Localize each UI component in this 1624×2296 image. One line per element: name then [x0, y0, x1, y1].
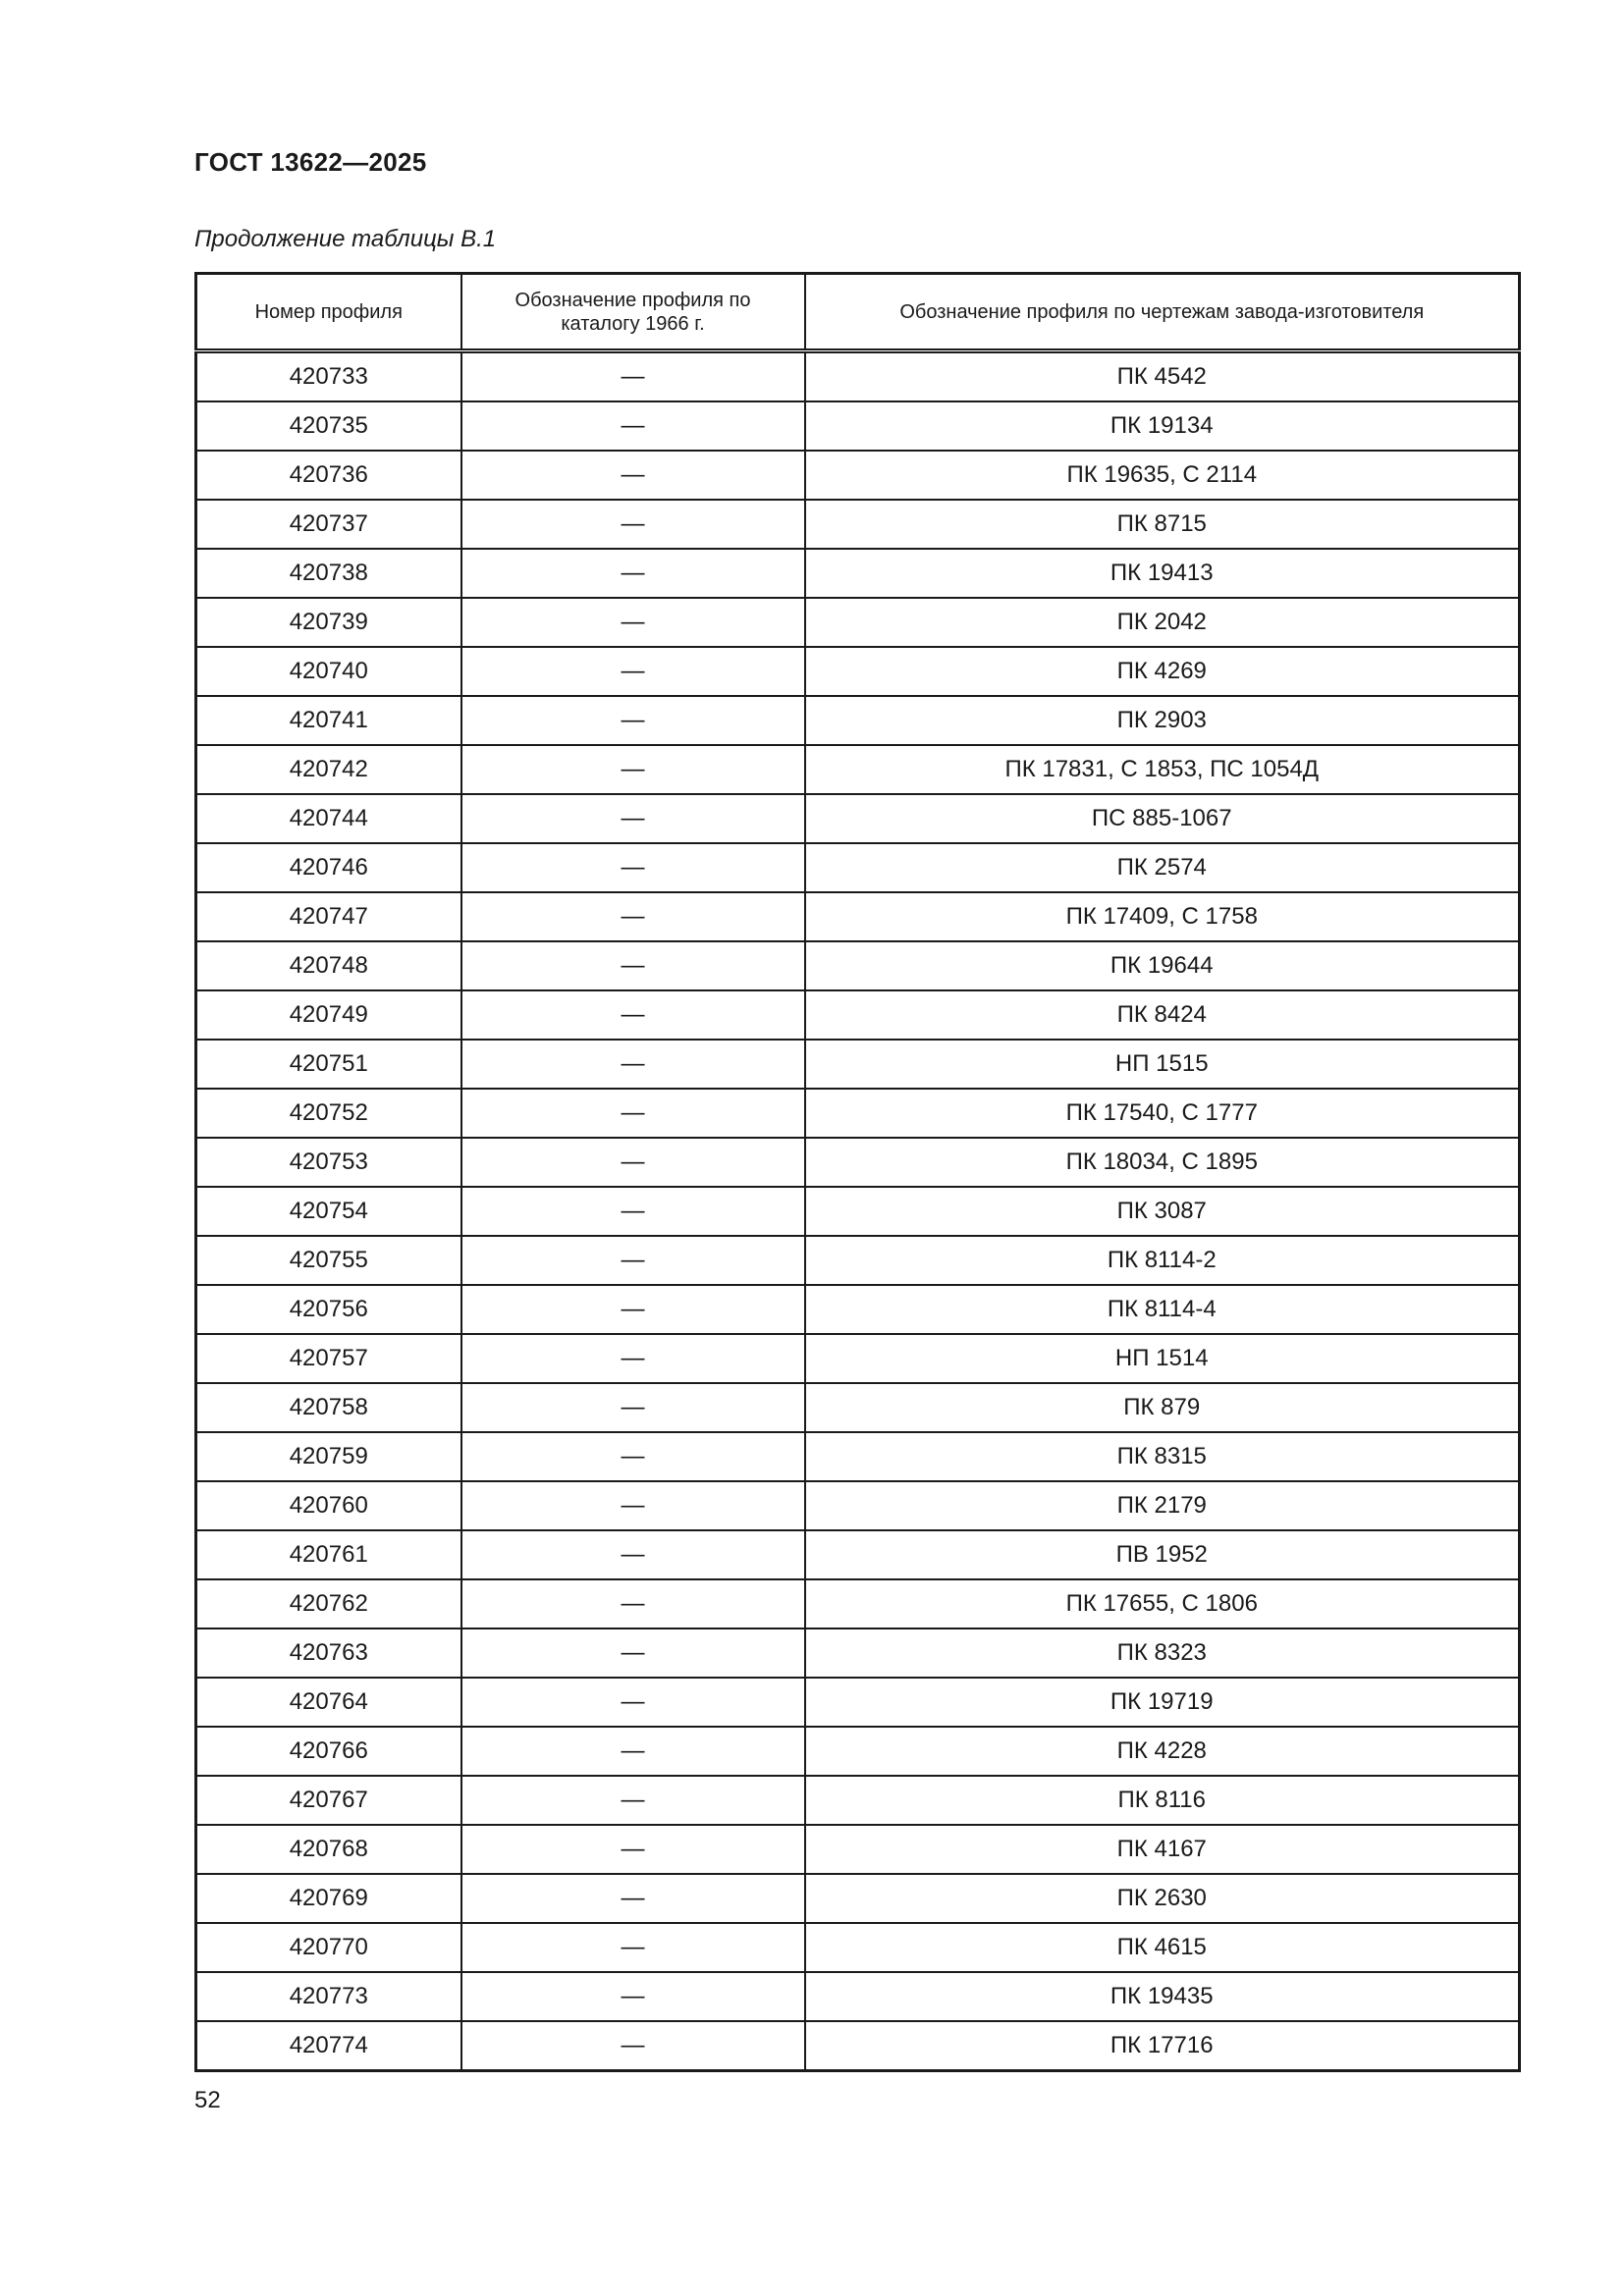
catalog-1966-cell: — — [461, 941, 805, 990]
table-row — [196, 1874, 1520, 1923]
factory-drawing-cell: ПК 3087 — [805, 1187, 1520, 1236]
catalog-1966-cell: — — [461, 1089, 805, 1138]
profile-number-cell: 420756 — [196, 1285, 461, 1334]
profile-number-cell: 420774 — [196, 2021, 461, 2071]
profile-number-cell: 420747 — [196, 892, 461, 941]
profile-number-cell: 420739 — [196, 598, 461, 647]
table-row — [196, 1678, 1520, 1727]
table-row — [196, 1138, 1520, 1187]
profile-number-cell: 420738 — [196, 549, 461, 598]
factory-drawing-cell: ПК 8114-2 — [805, 1236, 1520, 1285]
table-row — [196, 1432, 1520, 1481]
table-row — [196, 1530, 1520, 1579]
table-row — [196, 1629, 1520, 1678]
catalog-1966-cell: — — [461, 1383, 805, 1432]
factory-drawing-cell: ПК 17655, С 1806 — [805, 1579, 1520, 1629]
catalog-1966-cell: — — [461, 549, 805, 598]
factory-drawing-cell: ПК 2903 — [805, 696, 1520, 745]
catalog-1966-cell: — — [461, 1040, 805, 1089]
profile-number-cell: 420733 — [196, 351, 461, 402]
factory-drawing-cell: ПК 19435 — [805, 1972, 1520, 2021]
table-row — [196, 1285, 1520, 1334]
table-row — [196, 1727, 1520, 1776]
catalog-1966-cell: — — [461, 451, 805, 500]
profiles-table — [194, 272, 1521, 2072]
profile-number-cell: 420742 — [196, 745, 461, 794]
profiles-table-container — [194, 272, 1518, 2072]
catalog-1966-cell: — — [461, 1776, 805, 1825]
profile-number-cell: 420767 — [196, 1776, 461, 1825]
table-row — [196, 1825, 1520, 1874]
profile-number-cell: 420773 — [196, 1972, 461, 2021]
catalog-1966-cell: — — [461, 1138, 805, 1187]
factory-drawing-cell: ПК 17831, С 1853, ПС 1054Д — [805, 745, 1520, 794]
factory-drawing-cell: ПК 8424 — [805, 990, 1520, 1040]
table-row — [196, 794, 1520, 843]
profile-number-cell: 420751 — [196, 1040, 461, 1089]
table-row — [196, 892, 1520, 941]
factory-drawing-cell: НП 1514 — [805, 1334, 1520, 1383]
table-row — [196, 1089, 1520, 1138]
catalog-1966-cell: — — [461, 351, 805, 402]
factory-drawing-cell: ПК 17540, С 1777 — [805, 1089, 1520, 1138]
catalog-1966-cell: — — [461, 598, 805, 647]
catalog-1966-cell: — — [461, 1727, 805, 1776]
table-row — [196, 1236, 1520, 1285]
table-row — [196, 401, 1520, 451]
factory-drawing-cell: ПК 4615 — [805, 1923, 1520, 1972]
catalog-1966-cell: — — [461, 843, 805, 892]
catalog-1966-cell: — — [461, 1825, 805, 1874]
catalog-1966-cell: — — [461, 1187, 805, 1236]
profile-number-cell: 420757 — [196, 1334, 461, 1383]
factory-drawing-cell: ПК 19134 — [805, 401, 1520, 451]
catalog-1966-cell: — — [461, 892, 805, 941]
factory-drawing-cell: ПК 4167 — [805, 1825, 1520, 1874]
factory-drawing-cell: ПК 18034, С 1895 — [805, 1138, 1520, 1187]
table-row — [196, 549, 1520, 598]
profile-number-cell: 420766 — [196, 1727, 461, 1776]
profile-number-cell: 420748 — [196, 941, 461, 990]
factory-drawing-cell: ПК 19635, С 2114 — [805, 451, 1520, 500]
catalog-1966-cell: — — [461, 1629, 805, 1678]
table-row — [196, 843, 1520, 892]
table-row — [196, 647, 1520, 696]
catalog-1966-cell: — — [461, 1481, 805, 1530]
factory-drawing-cell: ПК 8715 — [805, 500, 1520, 549]
catalog-1966-cell: — — [461, 500, 805, 549]
factory-drawing-cell: ПК 8323 — [805, 1629, 1520, 1678]
profile-number-cell: 420763 — [196, 1629, 461, 1678]
profile-number-cell: 420758 — [196, 1383, 461, 1432]
table-row — [196, 451, 1520, 500]
table-row — [196, 941, 1520, 990]
catalog-1966-cell: — — [461, 1432, 805, 1481]
table-row — [196, 1923, 1520, 1972]
table-row — [196, 1481, 1520, 1530]
profile-number-cell: 420736 — [196, 451, 461, 500]
table-row — [196, 990, 1520, 1040]
factory-drawing-cell: ПК 19719 — [805, 1678, 1520, 1727]
table-row — [196, 598, 1520, 647]
catalog-1966-cell: — — [461, 2021, 805, 2071]
factory-drawing-cell: ПК 2630 — [805, 1874, 1520, 1923]
factory-drawing-cell: ПС 885-1067 — [805, 794, 1520, 843]
profile-number-cell: 420761 — [196, 1530, 461, 1579]
catalog-1966-cell: — — [461, 1285, 805, 1334]
factory-drawing-cell: ПК 879 — [805, 1383, 1520, 1432]
factory-drawing-cell: ПК 2574 — [805, 843, 1520, 892]
catalog-1966-cell: — — [461, 696, 805, 745]
table-row — [196, 745, 1520, 794]
profile-number-cell: 420744 — [196, 794, 461, 843]
catalog-1966-cell: — — [461, 647, 805, 696]
catalog-1966-cell: — — [461, 1236, 805, 1285]
profile-number-cell: 420770 — [196, 1923, 461, 1972]
document-header: ГОСТ 13622—2025 — [194, 147, 427, 177]
catalog-1966-cell: — — [461, 1334, 805, 1383]
factory-drawing-cell: ПК 4269 — [805, 647, 1520, 696]
table-row — [196, 2021, 1520, 2071]
catalog-1966-cell: — — [461, 990, 805, 1040]
profile-number-cell: 420764 — [196, 1678, 461, 1727]
catalog-1966-cell: — — [461, 1579, 805, 1629]
profile-number-cell: 420753 — [196, 1138, 461, 1187]
catalog-1966-cell: — — [461, 1530, 805, 1579]
factory-drawing-cell: ПК 2042 — [805, 598, 1520, 647]
table-row — [196, 500, 1520, 549]
table-row — [196, 351, 1520, 402]
factory-drawing-cell: НП 1515 — [805, 1040, 1520, 1089]
factory-drawing-cell: ПК 8315 — [805, 1432, 1520, 1481]
profile-number-cell: 420755 — [196, 1236, 461, 1285]
table-header-row — [196, 274, 1520, 351]
catalog-1966-cell: — — [461, 794, 805, 843]
catalog-1966-cell: — — [461, 1874, 805, 1923]
catalog-1966-cell: — — [461, 1972, 805, 2021]
profile-number-cell: 420768 — [196, 1825, 461, 1874]
catalog-1966-cell: — — [461, 1923, 805, 1972]
table-row — [196, 1040, 1520, 1089]
profile-number-cell: 420737 — [196, 500, 461, 549]
table-row — [196, 1579, 1520, 1629]
profile-number-cell: 420752 — [196, 1089, 461, 1138]
profile-number-cell: 420740 — [196, 647, 461, 696]
table-row — [196, 1972, 1520, 2021]
factory-drawing-cell: ПК 17716 — [805, 2021, 1520, 2071]
column-header-catalog-1966: Обозначение профиля по каталогу 1966 г. — [461, 274, 805, 351]
table-row — [196, 1776, 1520, 1825]
column-header-factory-drawing: Обозначение профиля по чертежам завода-изготовителя — [805, 274, 1520, 351]
profile-number-cell: 420759 — [196, 1432, 461, 1481]
table-row — [196, 1383, 1520, 1432]
profile-number-cell: 420754 — [196, 1187, 461, 1236]
factory-drawing-cell: ПК 4542 — [805, 351, 1520, 402]
factory-drawing-cell: ПК 8116 — [805, 1776, 1520, 1825]
factory-drawing-cell: ПК 8114-4 — [805, 1285, 1520, 1334]
table-caption: Продолжение таблицы В.1 — [194, 226, 497, 252]
profile-number-cell: 420760 — [196, 1481, 461, 1530]
profile-number-cell: 420762 — [196, 1579, 461, 1629]
profile-number-cell: 420749 — [196, 990, 461, 1040]
table-row — [196, 1187, 1520, 1236]
catalog-1966-cell: — — [461, 401, 805, 451]
factory-drawing-cell: ПК 19413 — [805, 549, 1520, 598]
profile-number-cell: 420735 — [196, 401, 461, 451]
factory-drawing-cell: ПК 2179 — [805, 1481, 1520, 1530]
table-body — [196, 351, 1520, 2071]
column-header-profile-number: Номер профиля — [196, 274, 461, 351]
factory-drawing-cell: ПК 19644 — [805, 941, 1520, 990]
page-number: 52 — [194, 2087, 221, 2113]
catalog-1966-cell: — — [461, 1678, 805, 1727]
profile-number-cell: 420741 — [196, 696, 461, 745]
table-row — [196, 1334, 1520, 1383]
factory-drawing-cell: ПВ 1952 — [805, 1530, 1520, 1579]
factory-drawing-cell: ПК 4228 — [805, 1727, 1520, 1776]
table-row — [196, 696, 1520, 745]
factory-drawing-cell: ПК 17409, С 1758 — [805, 892, 1520, 941]
profile-number-cell: 420769 — [196, 1874, 461, 1923]
profile-number-cell: 420746 — [196, 843, 461, 892]
catalog-1966-cell: — — [461, 745, 805, 794]
